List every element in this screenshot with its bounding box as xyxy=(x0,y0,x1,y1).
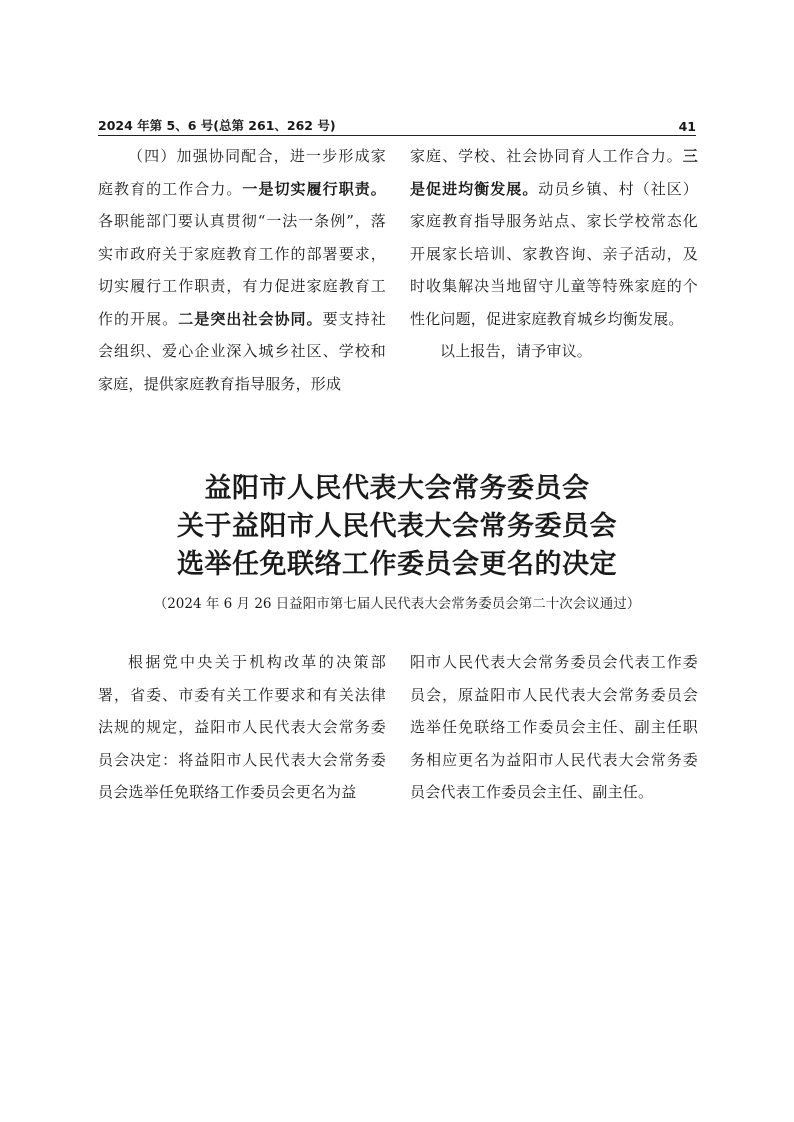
decision-paragraph-continued: 阳市人民代表大会常务委员会代表工作委员会，原益阳市人民代表大会常务委员会选举任免联络工作委员会主任、副主任职务相应更名为益阳市人民代表大会常务委员会代表工作委员会主任、副主任。 xyxy=(410,653,698,801)
running-header xyxy=(98,114,696,134)
decision-paragraph: 根据党中央关于机构改革的决策部署，省委、市委有关工作要求和有关法律法规的规定，益阳市人民代表大会常务委员会决定：将益阳市人民代表大会常务委员会选举任免联络工作委员会更名为益 xyxy=(98,653,386,801)
page-number: 41 xyxy=(678,119,696,134)
report-left-column xyxy=(98,140,386,400)
decision-title-line-1: 益阳市人民代表大会常务委员会 xyxy=(204,473,590,504)
report-paragraph: （四）加强协同配合，进一步形成家庭教育的工作合力。一是切实履行职责。各职能部门要认真贯彻“一法一条例”，落实市政府关于家庭教育工作的部署要求，切实履行工作职责，有力促进家庭教育工作的开展。二是突出社会协同。要支持社会组织、爱心企业深入城乡社区、学校和家庭，提供家庭教育指导服务，形成 xyxy=(98,147,386,393)
point-one-heading: 一是切实履行职责。 xyxy=(242,179,386,198)
report-paragraph-continued: 家庭、学校、社会协同育人工作合力。三是促进均衡发展。动员乡镇、村（社区）家庭教育指导服务站点、家长学校常态化开展家长培训、家教咨询、亲子活动，及时收集解决当地留守儿童等特殊家庭的个性化问题，促进家庭教育城乡均衡发展。 xyxy=(410,147,698,328)
point-three-heading: 三是促进均衡发展。 xyxy=(410,147,698,198)
header-rule xyxy=(98,135,696,136)
closing-line: 以上报告，请予审议。 xyxy=(440,342,593,360)
decision-title-line-2: 关于益阳市人民代表大会常务委员会 xyxy=(177,511,617,542)
decision-title-line-3: 选举任免联络工作委员会更名的决定 xyxy=(177,549,617,580)
point-two-heading: 二是突出社会协同。 xyxy=(178,309,323,328)
report-right-column xyxy=(410,140,698,368)
issue-label: 2024 年第 5、6 号(总第 261、262 号) xyxy=(98,118,336,133)
decision-subtitle: （2024 年 6 月 26 日益阳市第七届人民代表大会常务委员会第二十次会议通过） xyxy=(153,596,641,612)
decision-left-column xyxy=(98,646,386,809)
decision-right-column xyxy=(410,646,698,809)
